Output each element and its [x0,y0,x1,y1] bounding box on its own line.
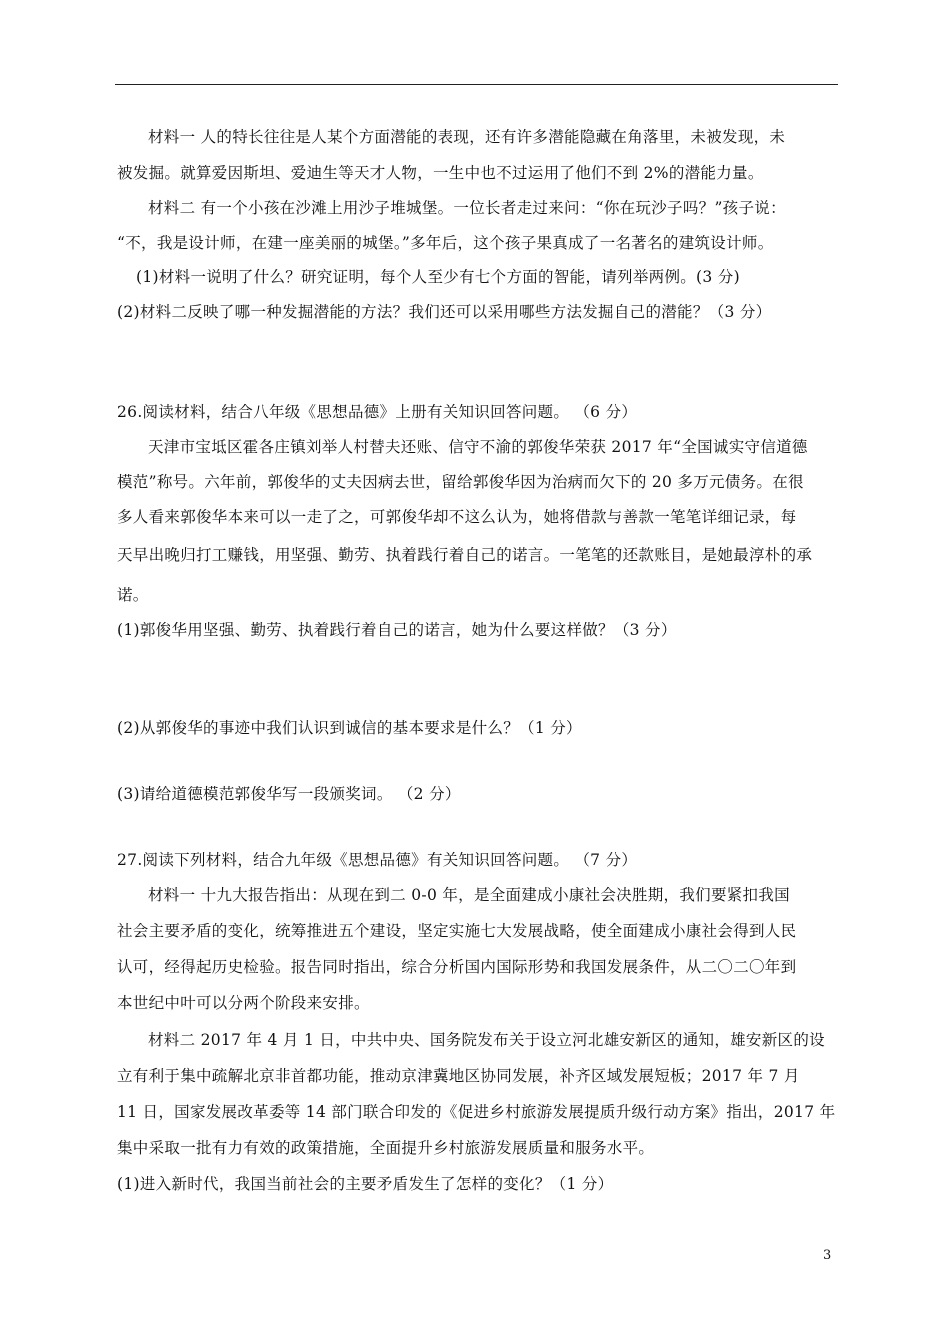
q27-material1-line1: 材料一 十九大报告指出：从现在到二 0-0 年，是全面建成小康社会决胜期，我们要紧扣我国 [148,886,790,904]
q27-material2-line3: 11 日，国家发展改革委等 14 部门联合印发的《促进乡村旅游发展提质升级行动方案》指出，2017 年 [117,1103,836,1121]
q27-subquestion-1: (1)进入新时代，我国当前社会的主要矛盾发生了怎样的变化？（1 分） [117,1175,614,1193]
q27-material1-line4: 本世纪中叶可以分两个阶段来安排。 [117,994,370,1012]
q27-material1-line2: 社会主要矛盾的变化，统筹推进五个建设，坚定实施七大发展战略，使全面建成小康社会得到人民 [117,922,797,940]
q26-paragraph-line2: 模范”称号。六年前，郭俊华的丈夫因病去世，留给郭俊华因为治病而欠下的 20 多万元债务。在很 [117,473,804,491]
q26-paragraph-line4: 天早出晚归打工赚钱，用坚强、勤劳、执着践行着自己的诺言。一笔笔的还款账目，是她最淳朴的承 [117,546,813,564]
q25-material1-line1: 材料一 人的特长往往是人某个方面潜能的表现，还有许多潜能隐藏在角落里，未被发现，未 [148,128,786,146]
header-rule [115,84,838,85]
q26-paragraph-line3: 多人看来郭俊华本来可以一走了之，可郭俊华却不这么认为，她将借款与善款一笔笔详细记录，每 [117,508,797,526]
q27-heading: 27.阅读下列材料，结合九年级《思想品德》有关知识回答问题。 （7 分） [117,851,638,869]
q26-heading: 26.阅读材料，结合八年级《思想品德》上册有关知识回答问题。 （6 分） [117,403,638,421]
q27-material2-line2: 立有利于集中疏解北京非首都功能，推动京津冀地区协同发展，补齐区域发展短板；2017 年 7 月 [117,1067,800,1085]
q25-material1-line2: 被发掘。就算爱因斯坦、爱迪生等天才人物，一生中也不过运用了他们不到 2%的潜能力量。 [117,164,764,182]
q25-subquestion-1: (1)材料一说明了什么？研究证明，每个人至少有七个方面的智能，请列举两例。(3 分) [136,268,740,286]
q27-material2-line1: 材料二 2017 年 4 月 1 日，中共中央、国务院发布关于设立河北雄安新区的通知，雄安新区的设 [148,1031,825,1049]
q25-material2-line2: “不，我是设计师，在建一座美丽的城堡。”多年后，这个孩子果真成了一名著名的建筑设计师。 [117,234,774,252]
q26-paragraph-line1: 天津市宝坻区霍各庄镇刘举人村替夫还账、信守不渝的郭俊华荣获 2017 年“全国诚实守信道德 [148,438,808,456]
page-number: 3 [823,1248,832,1263]
q26-paragraph-line5: 诺。 [117,586,149,604]
q25-subquestion-2: (2)材料二反映了哪一种发掘潜能的方法？我们还可以采用哪些方法发掘自己的潜能？（3 分） [117,303,772,321]
q25-material2-line1: 材料二 有一个小孩在沙滩上用沙子堆城堡。一位长者走过来问：“你在玩沙子吗？”孩子说： [148,199,786,217]
q27-material1-line3: 认可，经得起历史检验。报告同时指出，综合分析国内国际形势和我国发展条件，从二〇二〇年到 [117,958,797,976]
q26-subquestion-1: (1)郭俊华用坚强、勤劳、执着践行着自己的诺言，她为什么要这样做？（3 分） [117,621,677,639]
q27-material2-line4: 集中采取一批有力有效的政策措施，全面提升乡村旅游发展质量和服务水平。 [117,1139,655,1157]
q26-subquestion-2: (2)从郭俊华的事迹中我们认识到诚信的基本要求是什么？（1 分） [117,719,582,737]
q26-subquestion-3: (3)请给道德模范郭俊华写一段颁奖词。 （2 分） [117,785,461,803]
